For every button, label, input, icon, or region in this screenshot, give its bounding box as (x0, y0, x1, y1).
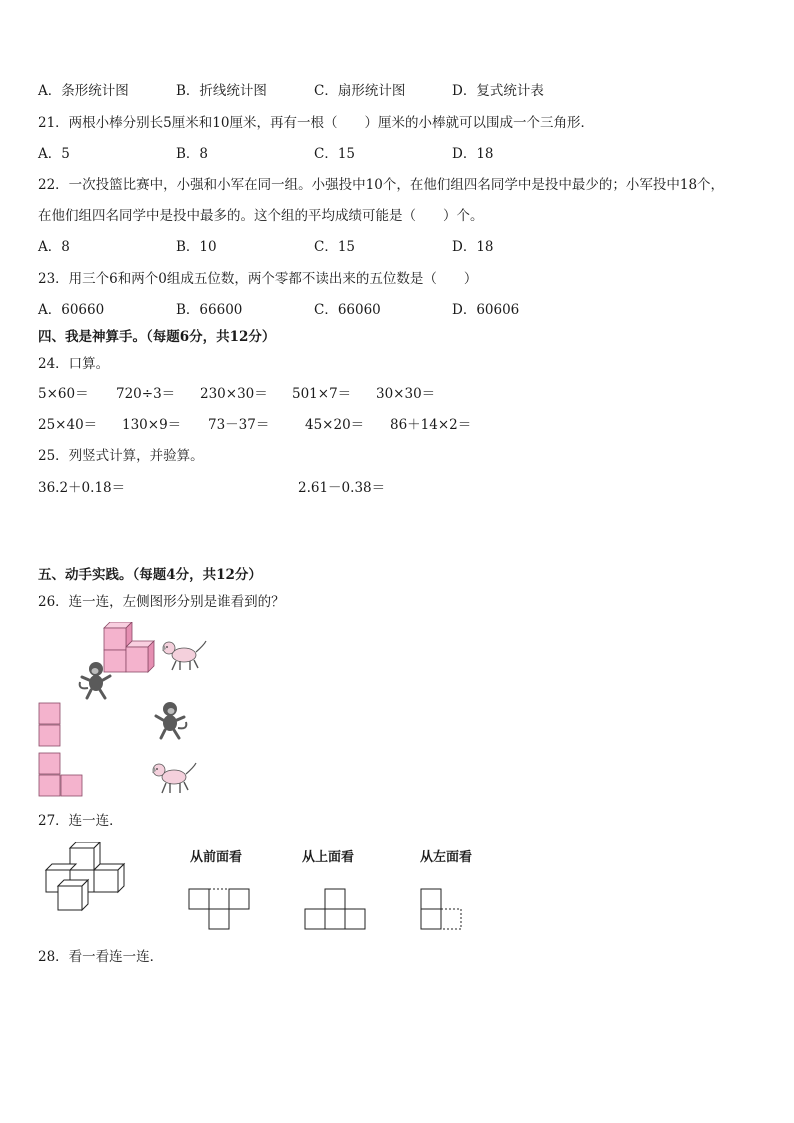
view-label-left: 从左面看 (420, 850, 473, 865)
view-shape-two-squares (38, 702, 62, 748)
view-shape-side (420, 888, 464, 932)
q23-option-d: D．60606 (452, 302, 520, 318)
q24-item: 5×60＝ (38, 386, 89, 402)
q22-option-b: B．10 (176, 239, 217, 255)
q22-option-c: C．15 (314, 239, 356, 255)
q23-option-c: C．66060 (314, 302, 381, 318)
q20-option-d: D．复式统计表 (452, 83, 544, 99)
q24-item: 720÷3＝ (116, 386, 176, 402)
q24-text: 24．口算。 (38, 356, 110, 372)
q20-option-b: B．折线统计图 (176, 83, 267, 99)
q20-option-c: C．扇形统计图 (314, 83, 406, 99)
dog-icon (160, 637, 208, 673)
q22-option-a: A．8 (38, 239, 70, 255)
q24-item: 30×30＝ (376, 386, 436, 402)
q24-item: 230×30＝ (200, 386, 268, 402)
view-label-top: 从上面看 (302, 850, 355, 865)
monkey-icon (150, 700, 190, 740)
q22-text-line1: 22．一次投篮比赛中，小强和小军在同一组。小强投中10个，在他们组四名同学中是投中最少的；小军投中18个， (38, 177, 725, 193)
q25-item: 36.2＋0.18＝ (38, 480, 126, 496)
q23-text: 23．用三个6和两个0组成五位数，两个零都不读出来的五位数是（ ） (38, 271, 478, 287)
q22-option-d: D．18 (452, 239, 494, 255)
q22-text-line2: 在他们组四名同学中是投中最多的。这个组的平均成绩可能是（ ）个。 (38, 208, 484, 224)
q21-option-d: D．18 (452, 146, 494, 162)
view-shape-l (38, 752, 84, 798)
q24-item: 25×40＝ (38, 417, 98, 433)
q24-item: 73－37＝ (208, 417, 270, 433)
q25-text: 25．列竖式计算，并验算。 (38, 448, 204, 464)
q23-option-b: B．66600 (176, 302, 243, 318)
cube-assembly-figure (40, 842, 134, 912)
q24-item: 130×9＝ (122, 417, 182, 433)
view-shape-t (188, 888, 250, 932)
q27-text: 27．连一连． (38, 813, 123, 829)
monkey-icon (76, 660, 116, 700)
q21-option-b: B．8 (176, 146, 209, 162)
q21-text: 21．两根小棒分别长5厘米和10厘米，再有一根（ ）厘米的小棒就可以围成一个三角形． (38, 115, 594, 131)
q21-option-c: C．15 (314, 146, 356, 162)
q23-option-a: A．60660 (38, 302, 105, 318)
section-5-heading: 五、动手实践。（每题4分，共12分） (38, 567, 262, 583)
view-shape-inverted-t (304, 888, 366, 932)
section-4-heading: 四、我是神算手。（每题6分，共12分） (38, 329, 276, 345)
q28-text: 28．看一看连一连． (38, 949, 164, 965)
q21-option-a: A．5 (38, 146, 70, 162)
q24-item: 45×20＝ (305, 417, 365, 433)
view-label-front: 从前面看 (190, 850, 243, 865)
q25-item: 2.61－0.38＝ (298, 480, 386, 496)
q20-option-a: A．条形统计图 (38, 83, 129, 99)
q24-item: 501×7＝ (292, 386, 352, 402)
q24-item: 86＋14×2＝ (390, 417, 472, 433)
q26-text: 26．连一连，左侧图形分别是谁看到的？ (38, 594, 285, 610)
dog-icon (150, 758, 198, 796)
